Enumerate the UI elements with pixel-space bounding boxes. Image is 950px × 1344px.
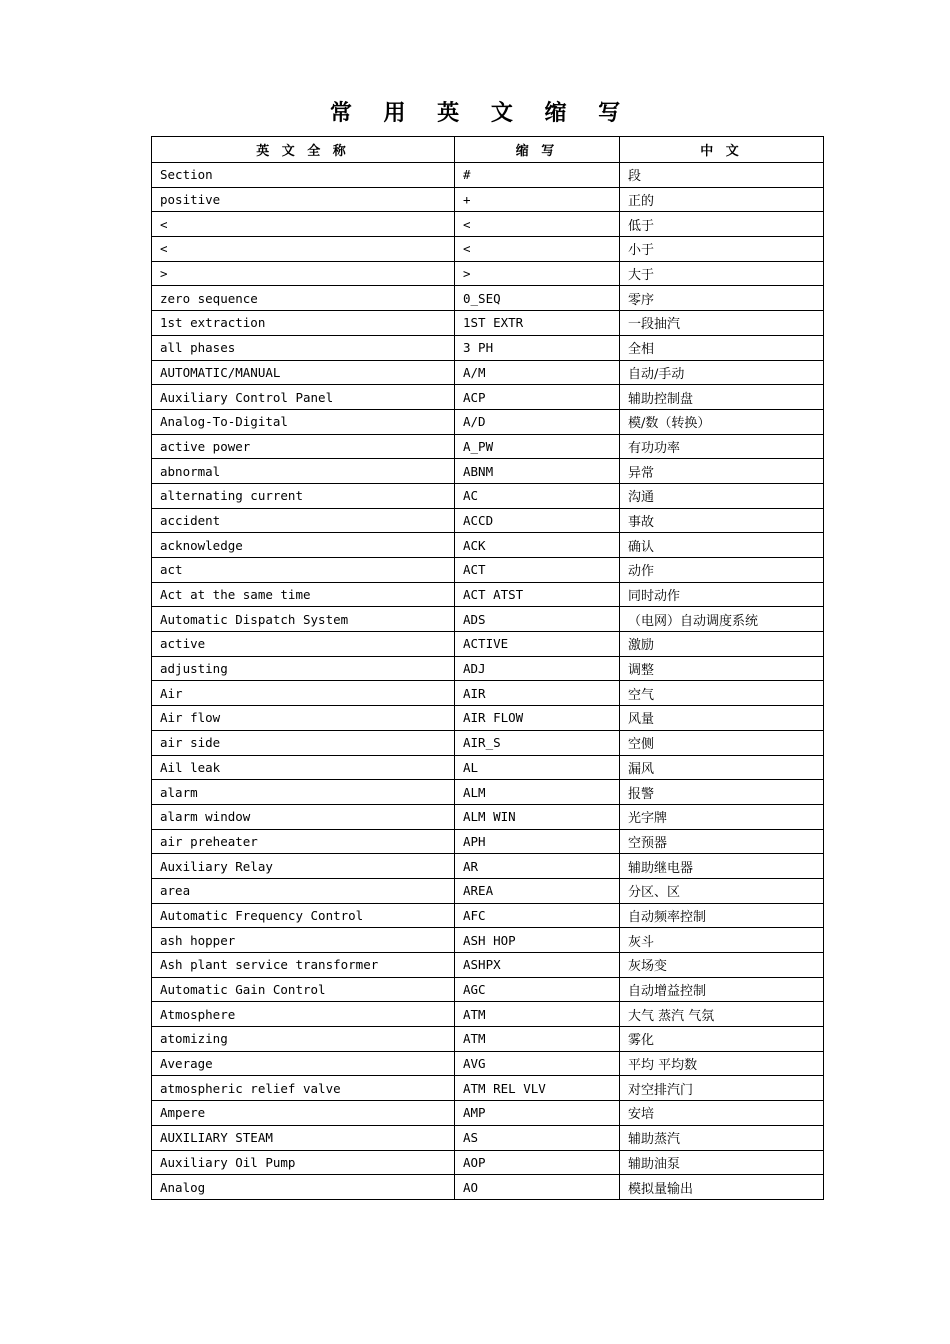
- cell-abbreviation: ACP: [455, 385, 620, 410]
- table-row: [152, 977, 824, 1002]
- table-row: [152, 607, 824, 632]
- cell-english: Atmosphere: [152, 1002, 455, 1027]
- cell-abbreviation: <: [455, 212, 620, 237]
- cell-english: alarm: [152, 780, 455, 805]
- cell-chinese: 动作: [620, 558, 824, 583]
- cell-chinese: 辅助控制盘: [620, 385, 824, 410]
- cell-english: Air: [152, 681, 455, 706]
- table-row: [152, 360, 824, 385]
- cell-abbreviation: AFC: [455, 903, 620, 928]
- cell-abbreviation: +: [455, 187, 620, 212]
- cell-english: >: [152, 261, 455, 286]
- cell-chinese: 辅助继电器: [620, 854, 824, 879]
- cell-english: acknowledge: [152, 533, 455, 558]
- cell-abbreviation: AVG: [455, 1051, 620, 1076]
- cell-abbreviation: AO: [455, 1175, 620, 1200]
- cell-chinese: 有功功率: [620, 434, 824, 459]
- table-row: [152, 483, 824, 508]
- table-row: [152, 409, 824, 434]
- table-row: [152, 1002, 824, 1027]
- cell-chinese: 自动增益控制: [620, 977, 824, 1002]
- table-row: [152, 237, 824, 262]
- table-row: [152, 681, 824, 706]
- cell-chinese: 自动频率控制: [620, 903, 824, 928]
- cell-chinese: 小于: [620, 237, 824, 262]
- cell-english: Automatic Gain Control: [152, 977, 455, 1002]
- cell-abbreviation: ADJ: [455, 656, 620, 681]
- cell-abbreviation: ACT ATST: [455, 582, 620, 607]
- header-english-full-name: 英 文 全 称: [152, 137, 455, 163]
- cell-english: zero sequence: [152, 286, 455, 311]
- cell-english: Act at the same time: [152, 582, 455, 607]
- cell-abbreviation: APH: [455, 829, 620, 854]
- cell-chinese: 分区、区: [620, 878, 824, 903]
- cell-chinese: 雾化: [620, 1027, 824, 1052]
- cell-english: Auxiliary Relay: [152, 854, 455, 879]
- cell-chinese: 报警: [620, 780, 824, 805]
- cell-chinese: 调整: [620, 656, 824, 681]
- cell-chinese: 对空排汽门: [620, 1076, 824, 1101]
- cell-english: active power: [152, 434, 455, 459]
- cell-chinese: 自动/手动: [620, 360, 824, 385]
- cell-abbreviation: ATM: [455, 1002, 620, 1027]
- table-row: [152, 829, 824, 854]
- cell-english: Ail leak: [152, 755, 455, 780]
- cell-chinese: 漏风: [620, 755, 824, 780]
- table-row: [152, 163, 824, 188]
- table-row: [152, 558, 824, 583]
- cell-abbreviation: 0_SEQ: [455, 286, 620, 311]
- table-row: [152, 1027, 824, 1052]
- cell-abbreviation: >: [455, 261, 620, 286]
- cell-chinese: 空气: [620, 681, 824, 706]
- cell-abbreviation: ACT: [455, 558, 620, 583]
- table-row: [152, 508, 824, 533]
- cell-chinese: 确认: [620, 533, 824, 558]
- table-row: [152, 804, 824, 829]
- cell-english: <: [152, 237, 455, 262]
- cell-chinese: 辅助油泵: [620, 1150, 824, 1175]
- table-row: [152, 434, 824, 459]
- cell-abbreviation: AS: [455, 1125, 620, 1150]
- cell-chinese: 正的: [620, 187, 824, 212]
- cell-english: AUXILIARY STEAM: [152, 1125, 455, 1150]
- cell-english: Air flow: [152, 706, 455, 731]
- cell-english: abnormal: [152, 459, 455, 484]
- cell-abbreviation: ACTIVE: [455, 632, 620, 657]
- table-row: [152, 854, 824, 879]
- cell-abbreviation: AGC: [455, 977, 620, 1002]
- cell-english: area: [152, 878, 455, 903]
- cell-english: Automatic Frequency Control: [152, 903, 455, 928]
- cell-english: Section: [152, 163, 455, 188]
- table-row: [152, 1076, 824, 1101]
- cell-chinese: 段: [620, 163, 824, 188]
- cell-english: positive: [152, 187, 455, 212]
- cell-abbreviation: AOP: [455, 1150, 620, 1175]
- table-row: [152, 903, 824, 928]
- table-row: [152, 1051, 824, 1076]
- cell-english: Ash plant service transformer: [152, 953, 455, 978]
- cell-chinese: 激励: [620, 632, 824, 657]
- cell-chinese: 大气 蒸汽 气氛: [620, 1002, 824, 1027]
- table-row: [152, 385, 824, 410]
- cell-english: Automatic Dispatch System: [152, 607, 455, 632]
- table-row: [152, 632, 824, 657]
- cell-chinese: 辅助蒸汽: [620, 1125, 824, 1150]
- table-row: [152, 582, 824, 607]
- cell-english: Ampere: [152, 1101, 455, 1126]
- cell-abbreviation: A_PW: [455, 434, 620, 459]
- abbreviation-table: [151, 136, 824, 1200]
- cell-chinese: 一段抽汽: [620, 311, 824, 336]
- cell-chinese: 灰斗: [620, 928, 824, 953]
- table-row: [152, 286, 824, 311]
- cell-english: Average: [152, 1051, 455, 1076]
- cell-chinese: 异常: [620, 459, 824, 484]
- cell-english: AUTOMATIC/MANUAL: [152, 360, 455, 385]
- table-row: [152, 261, 824, 286]
- cell-english: accident: [152, 508, 455, 533]
- cell-english: adjusting: [152, 656, 455, 681]
- cell-abbreviation: AMP: [455, 1101, 620, 1126]
- cell-abbreviation: AC: [455, 483, 620, 508]
- cell-english: 1st extraction: [152, 311, 455, 336]
- table-row: [152, 755, 824, 780]
- cell-abbreviation: AIR FLOW: [455, 706, 620, 731]
- header-abbreviation: 缩 写: [455, 137, 620, 163]
- cell-abbreviation: A/D: [455, 409, 620, 434]
- cell-english: Auxiliary Oil Pump: [152, 1150, 455, 1175]
- cell-abbreviation: AL: [455, 755, 620, 780]
- table-row: [152, 533, 824, 558]
- table-row: [152, 928, 824, 953]
- cell-english: ash hopper: [152, 928, 455, 953]
- cell-chinese: （电网）自动调度系统: [620, 607, 824, 632]
- table-row: [152, 1101, 824, 1126]
- cell-chinese: 平均 平均数: [620, 1051, 824, 1076]
- cell-chinese: 事故: [620, 508, 824, 533]
- cell-abbreviation: ATM REL VLV: [455, 1076, 620, 1101]
- cell-abbreviation: ALM WIN: [455, 804, 620, 829]
- cell-abbreviation: <: [455, 237, 620, 262]
- table-header-row: [152, 137, 824, 163]
- table-row: [152, 730, 824, 755]
- cell-english: air side: [152, 730, 455, 755]
- table-body: [152, 163, 824, 1200]
- table-row: [152, 706, 824, 731]
- cell-english: atmospheric relief valve: [152, 1076, 455, 1101]
- table-row: [152, 459, 824, 484]
- table-row: [152, 878, 824, 903]
- cell-abbreviation: ABNM: [455, 459, 620, 484]
- cell-english: atomizing: [152, 1027, 455, 1052]
- table-row: [152, 1175, 824, 1200]
- cell-abbreviation: ACCD: [455, 508, 620, 533]
- cell-chinese: 同时动作: [620, 582, 824, 607]
- table-row: [152, 780, 824, 805]
- cell-english: all phases: [152, 335, 455, 360]
- table-row: [152, 656, 824, 681]
- table-row: [152, 953, 824, 978]
- cell-chinese: 全相: [620, 335, 824, 360]
- cell-english: Analog-To-Digital: [152, 409, 455, 434]
- cell-chinese: 灰场变: [620, 953, 824, 978]
- cell-abbreviation: ADS: [455, 607, 620, 632]
- cell-chinese: 光字牌: [620, 804, 824, 829]
- cell-english: act: [152, 558, 455, 583]
- table-row: [152, 212, 824, 237]
- cell-english: air preheater: [152, 829, 455, 854]
- table-row: [152, 1150, 824, 1175]
- cell-abbreviation: AIR: [455, 681, 620, 706]
- cell-abbreviation: AIR_S: [455, 730, 620, 755]
- cell-english: Analog: [152, 1175, 455, 1200]
- cell-chinese: 安培: [620, 1101, 824, 1126]
- header-chinese: 中 文: [620, 137, 824, 163]
- cell-chinese: 模/数（转换）: [620, 409, 824, 434]
- cell-abbreviation: ATM: [455, 1027, 620, 1052]
- cell-abbreviation: 1ST EXTR: [455, 311, 620, 336]
- cell-abbreviation: AREA: [455, 878, 620, 903]
- cell-abbreviation: AR: [455, 854, 620, 879]
- cell-english: active: [152, 632, 455, 657]
- cell-abbreviation: ASHPX: [455, 953, 620, 978]
- cell-abbreviation: A/M: [455, 360, 620, 385]
- table-row: [152, 311, 824, 336]
- cell-chinese: 空预器: [620, 829, 824, 854]
- cell-abbreviation: #: [455, 163, 620, 188]
- table-row: [152, 187, 824, 212]
- cell-abbreviation: ASH HOP: [455, 928, 620, 953]
- cell-abbreviation: ALM: [455, 780, 620, 805]
- cell-chinese: 零序: [620, 286, 824, 311]
- page-title: 常 用 英 文 缩 写: [329, 100, 633, 126]
- cell-chinese: 模拟量输出: [620, 1175, 824, 1200]
- table-row: [152, 1125, 824, 1150]
- cell-chinese: 大于: [620, 261, 824, 286]
- cell-abbreviation: ACK: [455, 533, 620, 558]
- cell-chinese: 风量: [620, 706, 824, 731]
- cell-chinese: 沟通: [620, 483, 824, 508]
- cell-english: Auxiliary Control Panel: [152, 385, 455, 410]
- table-row: [152, 335, 824, 360]
- cell-english: <: [152, 212, 455, 237]
- cell-abbreviation: 3 PH: [455, 335, 620, 360]
- cell-english: alternating current: [152, 483, 455, 508]
- cell-chinese: 空侧: [620, 730, 824, 755]
- cell-chinese: 低于: [620, 212, 824, 237]
- cell-english: alarm window: [152, 804, 455, 829]
